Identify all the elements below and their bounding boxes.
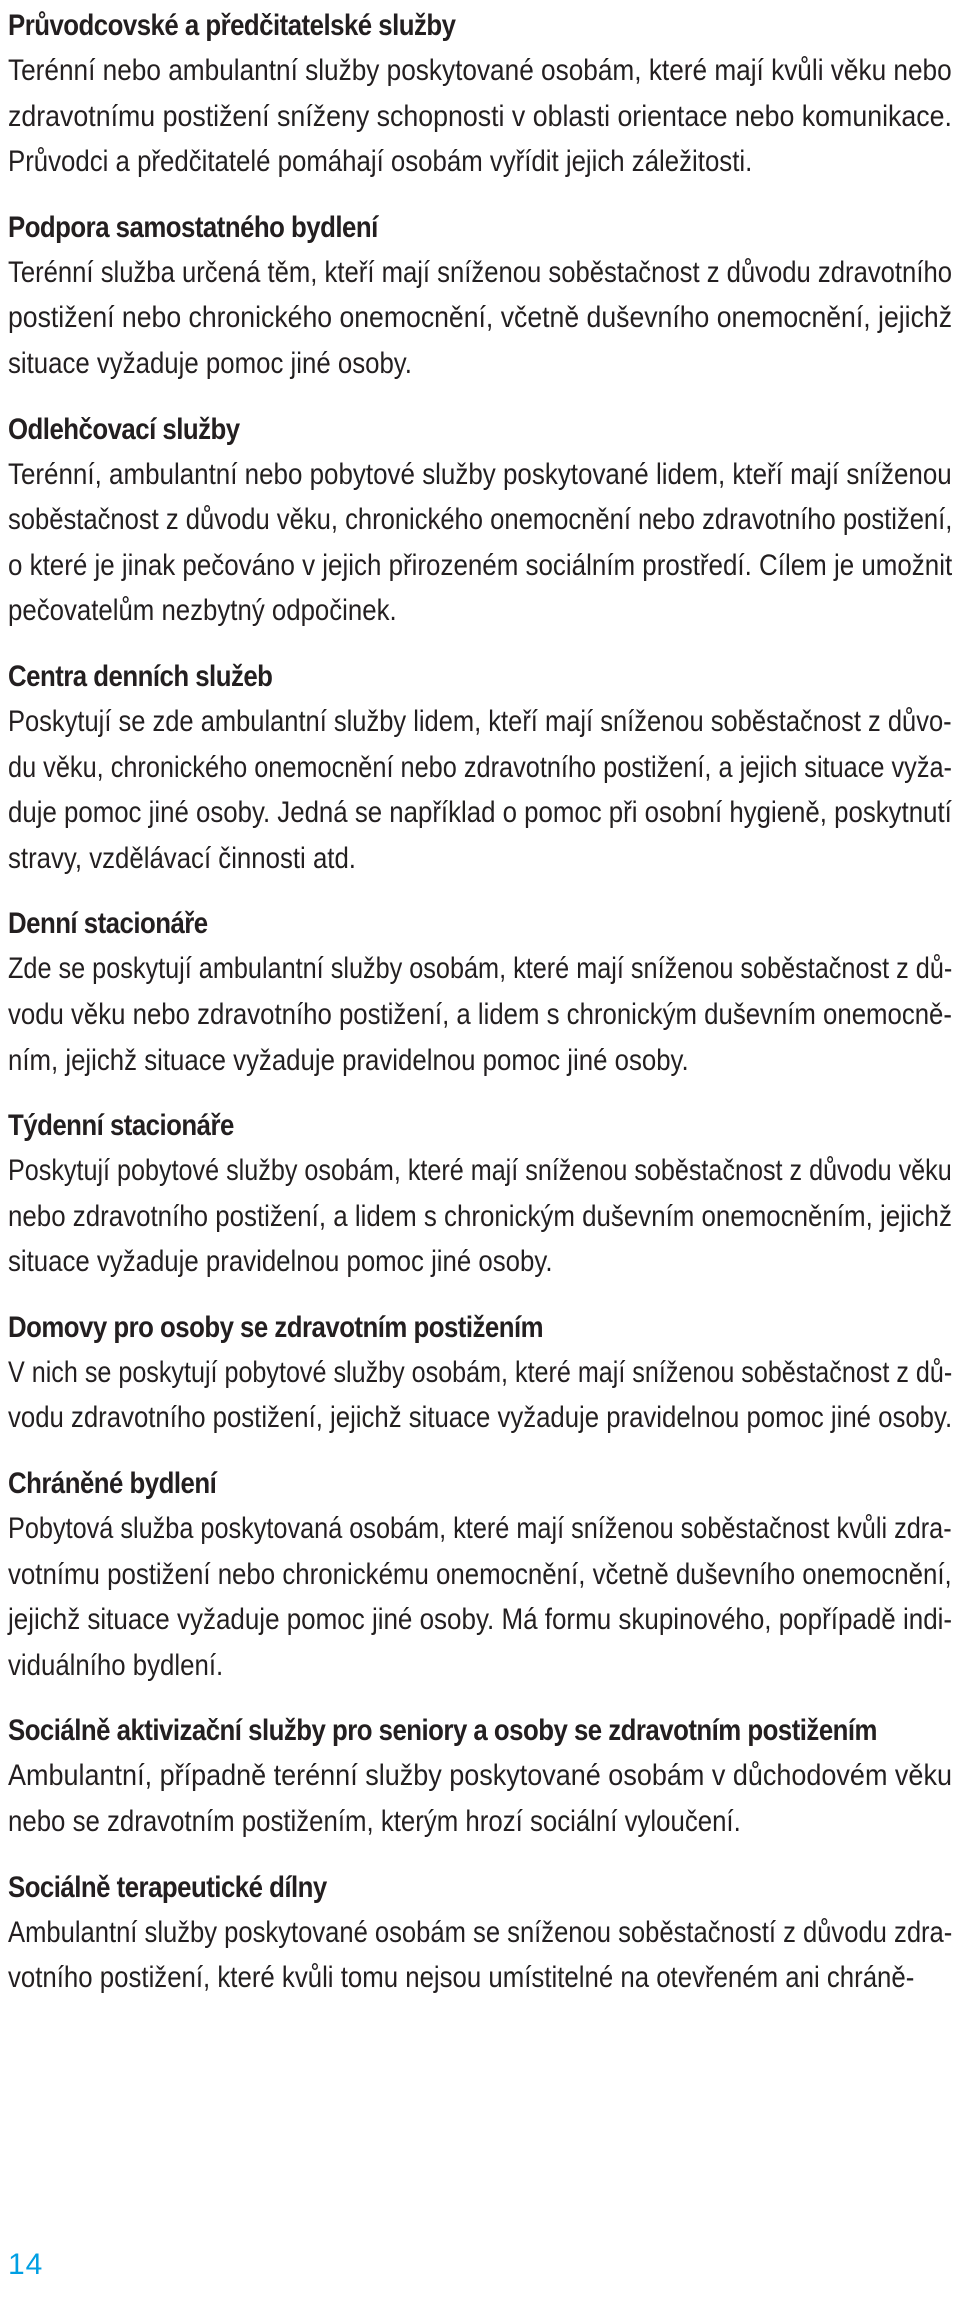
section-text-line: V nich se poskytují pobytové služby osobám, které mají sníženou soběstačnost z dů-	[8, 1355, 953, 1389]
section-heading: Odlehčovací služby	[8, 412, 240, 446]
section-text-line: Terénní nebo ambulantní služby poskytované osobám, které mají kvůli věku nebo	[8, 54, 952, 87]
section-text-line: Ambulantní, případně terénní služby poskytované osobám v důchodovém věku	[8, 1759, 952, 1793]
service-section	[8, 1709, 954, 1844]
service-section	[8, 206, 954, 387]
section-text-line: vodu věku nebo zdravotního postižení, a lidem s chronickým duševním onemocně-	[8, 997, 952, 1031]
section-heading: Průvodcovské a předčitatelské služby	[8, 9, 456, 42]
document-page	[8, 4, 954, 2022]
section-text-line: Poskytují se zde ambulantní služby lidem, kteří mají sníženou soběstačnost z důvo-	[8, 704, 952, 738]
service-section	[8, 655, 954, 881]
section-text-line: Průvodci a předčitatelé pomáhají osobám vyřídit jejich záležitosti.	[8, 145, 753, 179]
section-text-line: ním, jejichž situace vyžaduje pravidelnou pomoc jiné osoby.	[8, 1043, 689, 1077]
section-heading: Sociálně aktivizační služby pro seniory a osoby se zdravotním postižením	[8, 1714, 877, 1748]
section-text-line: Pobytová služba poskytovaná osobám, které mají sníženou soběstačnost kvůli zdra-	[8, 1512, 952, 1546]
service-section	[8, 1104, 954, 1285]
section-text-line: Poskytují pobytové služby osobám, které mají sníženou soběstačnost z důvodu věku	[8, 1154, 952, 1188]
section-heading: Chráněné bydlení	[8, 1467, 217, 1501]
section-text-line: Zde se poskytují ambulantní služby osobám, které mají sníženou soběstačnost z dů-	[8, 952, 953, 986]
section-text-line: du věku, chronického onemocnění nebo zdravotního postižení, a jejich situace vyža-	[8, 750, 952, 784]
section-heading: Podpora samostatného bydlení	[8, 210, 378, 244]
section-text-line: vodu zdravotního postižení, jejichž situace vyžaduje pravidelnou pomoc jiné osoby.	[8, 1401, 953, 1435]
section-text-line: Terénní služba určená těm, kteří mají sníženou soběstačnost z důvodu zdravotního	[8, 255, 952, 289]
section-text-line: viduálního bydlení.	[8, 1648, 224, 1682]
section-heading: Centra denních služeb	[8, 659, 273, 693]
section-text-line: nebo se zdravotním postižením, kterým hrozí sociální vyloučení.	[8, 1805, 741, 1839]
section-text-line: Terénní, ambulantní nebo pobytové služby poskytované lidem, kteří mají sníženou	[8, 457, 952, 491]
section-text-line: duje pomoc jiné osoby. Jedná se například o pomoc při osobní hygieně, poskytnutí	[8, 796, 952, 830]
section-text-line: situace vyžaduje pomoc jiné osoby.	[8, 346, 412, 380]
section-text-line: postižení nebo chronického onemocnění, včetně duševního onemocnění, jejichž	[8, 301, 953, 335]
section-heading: Denní stacionáře	[8, 907, 208, 941]
service-section	[8, 408, 954, 634]
section-heading: Týdenní stacionáře	[8, 1109, 234, 1143]
page-number: 14	[8, 2248, 44, 2281]
section-text-line: Ambulantní služby poskytované osobám se sníženou soběstačností z důvodu zdra-	[8, 1915, 953, 1949]
section-text-line: votního postižení, které kvůli tomu nejsou umístitelné na otevřeném ani chráně-	[8, 1961, 915, 1995]
service-section	[8, 1306, 954, 1441]
section-text-line: situace vyžaduje pravidelnou pomoc jiné osoby.	[8, 1245, 553, 1279]
section-text-line: nebo zdravotního postižení, a lidem s chronickým duševním onemocněním, jejichž	[8, 1199, 952, 1233]
section-text-line: pečovatelům nezbytný odpočinek.	[8, 594, 397, 628]
section-heading: Sociálně terapeutické dílny	[8, 1870, 327, 1904]
service-section	[8, 4, 954, 185]
section-text-line: zdravotnímu postižení sníženy schopnosti v oblasti orientace nebo komunikace.	[8, 99, 952, 133]
service-section	[8, 1866, 954, 2001]
section-heading: Domovy pro osoby se zdravotním postižením	[8, 1310, 544, 1344]
section-text-line: stravy, vzdělávací činnosti atd.	[8, 841, 356, 875]
service-section	[8, 902, 954, 1083]
section-text-line: soběstačnost z důvodu věku, chronického onemocnění nebo zdravotního postižení,	[8, 503, 953, 537]
section-text-line: o které je jinak pečováno v jejich přirozeném sociálním prostředí. Cílem je umožnit	[8, 548, 953, 582]
section-text-line: jejichž situace vyžaduje pomoc jiné osoby. Má formu skupinového, popřípadě indi-	[8, 1603, 953, 1637]
service-section	[8, 1462, 954, 1688]
section-text-line: votnímu postižení nebo chronickému onemocnění, včetně duševního onemocnění,	[8, 1557, 952, 1591]
